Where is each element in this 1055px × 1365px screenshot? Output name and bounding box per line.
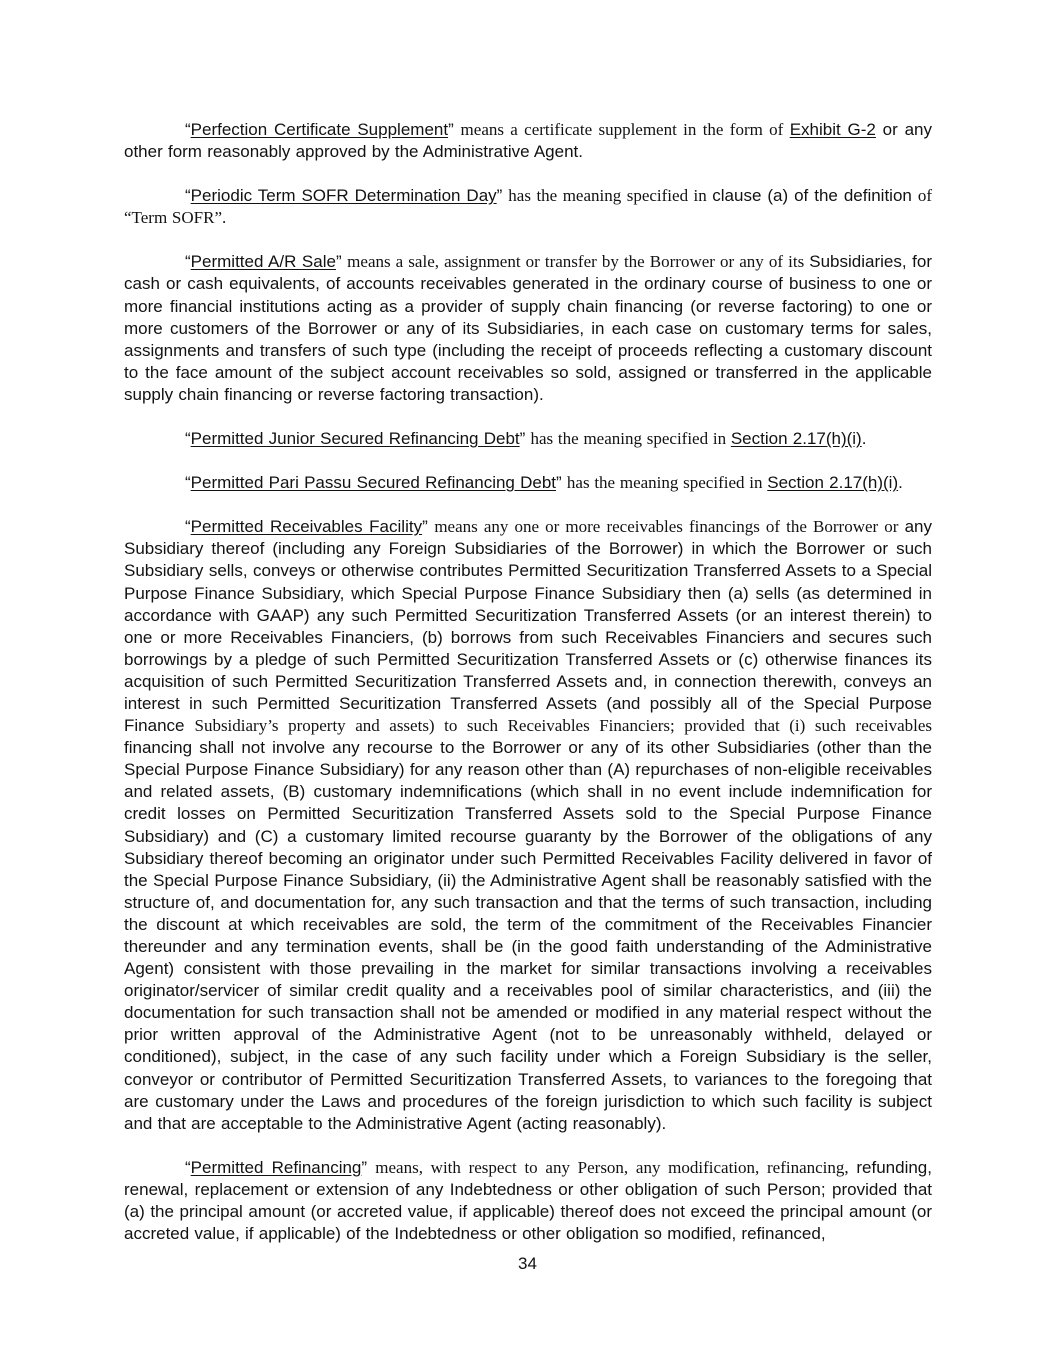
text-run: has the meaning specified in (508, 186, 713, 206)
defined-term: Section 2.17(h)(i) (730, 429, 862, 449)
defined-term: Permitted A/R Sale (190, 252, 336, 272)
text-run: means, with respect to any Person, any modification, refinancing, (375, 1157, 857, 1177)
text-run: “ (185, 473, 191, 493)
text-run: has the meaning specified in (530, 429, 731, 449)
text-run: means a certificate supplement in the form of (460, 120, 790, 139)
definition-permitted-receivables-facility (124, 516, 932, 1135)
document-body (124, 119, 932, 1267)
defined-term: Permitted Junior Secured Refinancing Debt (190, 429, 520, 449)
text-run: financing shall not involve any recourse to the Borrower or any of its other Subsidiaries (other than the Special Purpose Finance Subsidiary) for any reason other than (A) repurchases of non-eligible receivables and related assets, (B) customary indemnifications (which shall in no event include indemnification for credit losses on Permitted Securitization Transferred Assets sold to the Special Purpose Finance Subsidiary) and (C) a customary limited recourse guaranty by the Borrower of the obligations of any Subsidiary thereof becoming an originator under such Permitted Receivables Facility delivered in favor of the Special Purpose Finance Subsidiary, (ii) the Administrative Agent shall be reasonably satisfied with the structure of, and documentation for, any such transaction and that the terms of such transaction, including the discount at which receivables are sold, the term of the commitment of the Receivables Financier thereunder and any termination events, shall be (in the good faith understanding of the Administrative Agent) consistent with those prevailing in the market for similar transactions involving a receivables originator/servicer of similar credit quality and a receivables pool of similar characteristics, and (iii) the documentation for such transaction shall not be amended or modified in any material respect without the prior written approval of the Administrative Agent (not to be unreasonably withheld, delayed or conditioned), subject, in the case of any such facility under which a Foreign Subsidiary is the seller, conveyor or contributor of Permitted Securitization Transferred Assets, to variances to the foregoing that are customary under the Laws and procedures of the foreign jurisdiction to which such facility is subject and that are acceptable to the Administrative Agent (acting reasonably). (124, 738, 932, 1133)
text-run: ” (335, 252, 348, 272)
text-run: . (898, 473, 903, 493)
text-run: “ (185, 517, 191, 537)
defined-term: Permitted Refinancing (190, 1157, 362, 1177)
defined-term: Exhibit G-2 (789, 120, 876, 139)
text-run: ” (422, 517, 435, 537)
text-run: “ (185, 186, 191, 206)
text-run: . (861, 429, 867, 449)
definition-permitted-pari-passu-secured-refinancing-debt (124, 472, 932, 494)
text-run: means a sale, assignment or transfer by the Borrower or any of its (347, 252, 810, 272)
text-run: clause (a) of the definition (712, 186, 918, 206)
text-run: Subsidiaries, for cash or cash equivalents, of accounts receivables generated in the ordinary course of business to one or more financial institutions acting as a provider of supply chain financing (or reverse factoring) to one or more customers of the Borrower or any of its Subsidiaries, in each case on customary terms for sales, assignments and transfers of such type (including the receipt of proceeds reflecting a customary discount to the face amount of the subject account receivables so sold, assigned or transferred in the applicable supply chain financing or reverse factoring transaction). (124, 252, 932, 404)
text-run: has the meaning specified in (566, 473, 768, 493)
defined-term: Periodic Term SOFR Determination Day (190, 186, 497, 206)
definition-periodic-term-sofr-determination-day (124, 185, 932, 229)
page-number: 34 (518, 1254, 537, 1273)
text-run: refunding, renewal, replacement or extension of any Indebtedness or other obligation of such Person; provided that (a) the principal amount (or accreted value, if applicable) thereof does not exceed the principal amount (or accreted value, if applicable) of the Indebtedness or other obligation so modified, refinanced, (124, 1157, 932, 1244)
text-run: “ (185, 429, 191, 449)
defined-term: Permitted Receivables Facility (190, 517, 423, 537)
text-run: “ (185, 120, 191, 139)
definition-perfection-certificate-supplement (124, 119, 932, 163)
text-run: ” (556, 473, 567, 493)
text-run: ” (496, 186, 509, 206)
text-run: any Subsidiary thereof (including any Foreign Subsidiaries of the Borrower) in which the Borrower or such Subsidiary sells, conveys or otherwise contributes Permitted Securitization Transferred Assets to a Special Purpose Finance Subsidiary, which Special Purpose Finance Subsidiary then (a) sells (as determined in accordance with GAAP) any such Permitted Securitization Transferred Assets (or an interest therein) to one or more Receivables Financiers, (b) borrows from such Receivables Financiers and secures such borrowings by a pledge of such Permitted Securitization Transferred Assets or (c) otherwise finances its acquisition of such Permitted Securitization Transferred Assets and, in connection therewith, conveys an interest in such Permitted Securitization Transferred Assets (and possibly all of the Special Purpose Finance (124, 517, 932, 736)
text-run: or any other form reasonably approved by the Administrative Agent. (124, 120, 932, 162)
text-run: ” (519, 429, 531, 449)
defined-term: Perfection Certificate Supplement (190, 120, 449, 139)
text-run: ” (361, 1157, 376, 1177)
text-run: means any one or more receivables financings of the Borrower or (434, 517, 905, 537)
text-run: of “Term SOFR”. (124, 186, 932, 228)
definition-permitted-junior-secured-refinancing-debt (124, 428, 932, 450)
defined-term: Permitted Pari Passu Secured Refinancing Debt (190, 473, 557, 493)
text-run: Subsidiary’s property and assets) to such Receivables Financiers; provided that (i) such receivables (194, 716, 932, 736)
defined-term: Section 2.17(h)(i) (767, 473, 899, 493)
text-run: “ (185, 252, 191, 272)
definition-permitted-refinancing (124, 1157, 932, 1245)
definition-permitted-ar-sale (124, 251, 932, 406)
text-run: ” (448, 120, 461, 139)
text-run: “ (185, 1157, 191, 1177)
